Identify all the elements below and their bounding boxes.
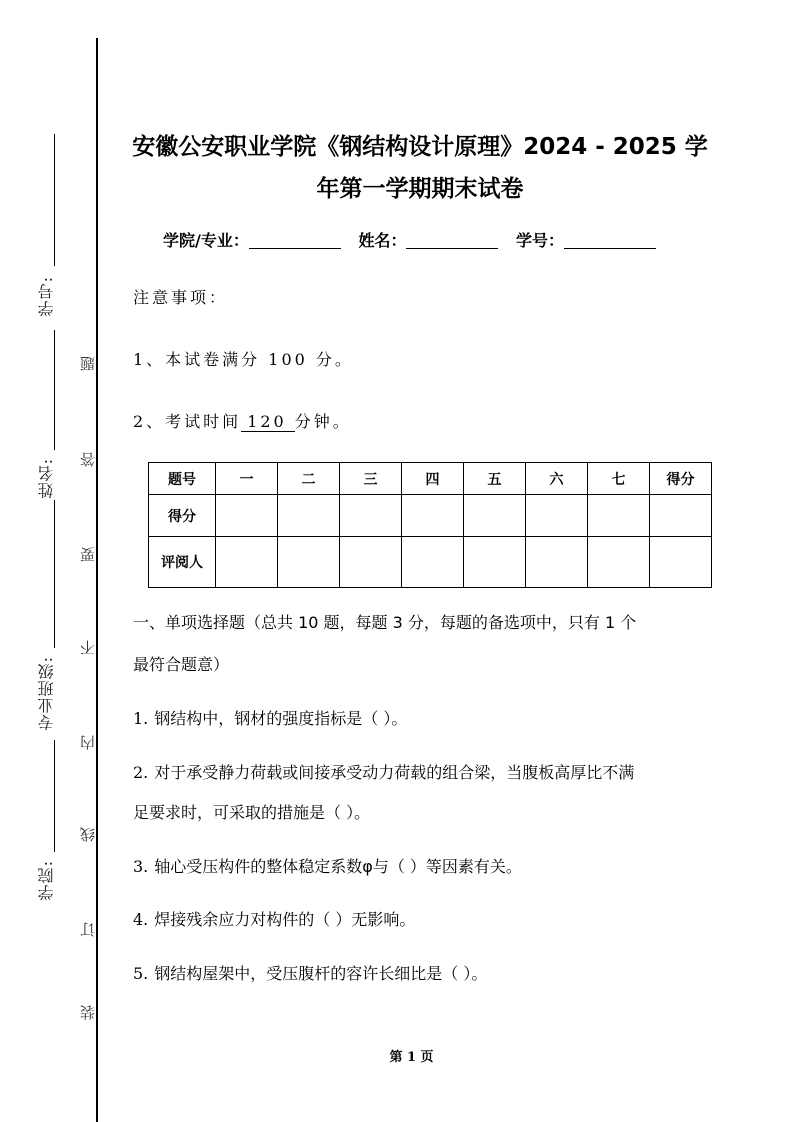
notice-item-2-suffix: 分钟。 [294,412,352,431]
score-table [148,462,712,588]
seal-word: 答 [79,452,97,467]
notice-item-1: 1、本试卷满分 100 分。 [133,350,354,369]
exam-title-line2: 年第一学期期末试卷 [316,176,524,202]
notice-item-2 [133,409,352,432]
major-class-label: 专业班级: [37,656,56,731]
score-cell[interactable] [588,495,650,537]
notice-item-2-prefix: 2、考试时间 [133,412,242,431]
question-text: 轴心受压构件的整体稳定系数φ与（ ）等因素有关。 [154,857,522,876]
header-cell: 六 [526,463,588,495]
question-2-continued: 足要求时，可采取的措施是（ ）。 [133,803,371,822]
score-cell[interactable] [526,495,588,537]
seal-word: 不 [79,640,97,655]
name-label: 姓名： [358,231,407,250]
header-cell: 三 [340,463,402,495]
seal-word: 要 [79,547,97,562]
student-id-label: 学号： [516,231,565,250]
question-1 [133,706,407,729]
seal-word: 线 [79,827,97,842]
seal-word: 题 [79,356,97,371]
section-heading-line1: 一、单项选择题（总共 10 题，每题 3 分，每题的备选项中，只有 1 个 [133,613,637,632]
score-cell[interactable] [278,495,340,537]
reviewer-cell[interactable] [402,537,464,588]
header-cell: 四 [402,463,464,495]
reviewer-cell[interactable] [216,537,278,588]
binding-line [96,38,98,1122]
name-blank[interactable] [406,232,498,249]
reviewer-cell[interactable] [340,537,402,588]
score-table-header [149,463,712,495]
question-3 [133,854,522,877]
row-label: 评阅人 [149,537,216,588]
header-cell: 五 [464,463,526,495]
major-class-line[interactable] [54,500,55,648]
question-text: 对于承受静力荷载或间接承受动力荷载的组合梁，当腹板高厚比不满 [154,763,635,782]
reviewer-row [149,537,712,588]
header-cell: 题号 [149,463,216,495]
question-number: 4. [133,910,149,929]
question-text: 钢结构中，钢材的强度指标是（ ）。 [154,709,408,728]
seal-word: 订 [79,922,97,937]
notice-heading: 注意事项： [133,288,229,307]
question-text: 钢结构屋架中，受压腹杆的容许长细比是（ ）。 [154,964,488,983]
student-id-blank[interactable] [564,232,656,249]
score-cell[interactable] [216,495,278,537]
row-label: 得分 [149,495,216,537]
question-number: 2. [133,763,149,782]
college-major-blank[interactable] [249,232,341,249]
header-cell: 一 [216,463,278,495]
score-cell[interactable] [340,495,402,537]
exam-title-line1: 安徽公安职业学院《钢结构设计原理》2024 - 2025 学 [132,134,708,160]
college-line[interactable] [54,740,55,852]
section-heading-line2: 最符合题意） [133,655,230,674]
seal-word: 装 [79,1005,97,1020]
question-2 [133,760,634,783]
page-number: 第 1 页 [389,1050,434,1065]
college-label: 学院: [37,860,56,901]
reviewer-cell[interactable] [588,537,650,588]
exam-duration-value: 120 [241,412,295,432]
seal-word: 内 [79,735,97,750]
name-label: 姓名: [37,458,56,499]
question-4 [133,907,415,930]
reviewer-cell[interactable] [464,537,526,588]
question-number: 1. [133,709,149,728]
header-cell: 得分 [650,463,712,495]
question-5 [133,961,487,984]
name-line[interactable] [54,330,55,450]
student-id-label: 学号: [37,276,56,317]
college-major-label: 学院/专业： [163,231,249,250]
score-row [149,495,712,537]
question-text: 焊接残余应力对构件的（ ）无影响。 [154,910,416,929]
reviewer-cell[interactable] [650,537,712,588]
student-id-line[interactable] [54,134,55,266]
question-number: 3. [133,857,149,876]
header-cell: 七 [588,463,650,495]
student-info-row [163,228,668,251]
header-cell: 二 [278,463,340,495]
score-cell[interactable] [650,495,712,537]
question-number: 5. [133,964,149,983]
reviewer-cell[interactable] [278,537,340,588]
score-cell[interactable] [464,495,526,537]
reviewer-cell[interactable] [526,537,588,588]
score-cell[interactable] [402,495,464,537]
